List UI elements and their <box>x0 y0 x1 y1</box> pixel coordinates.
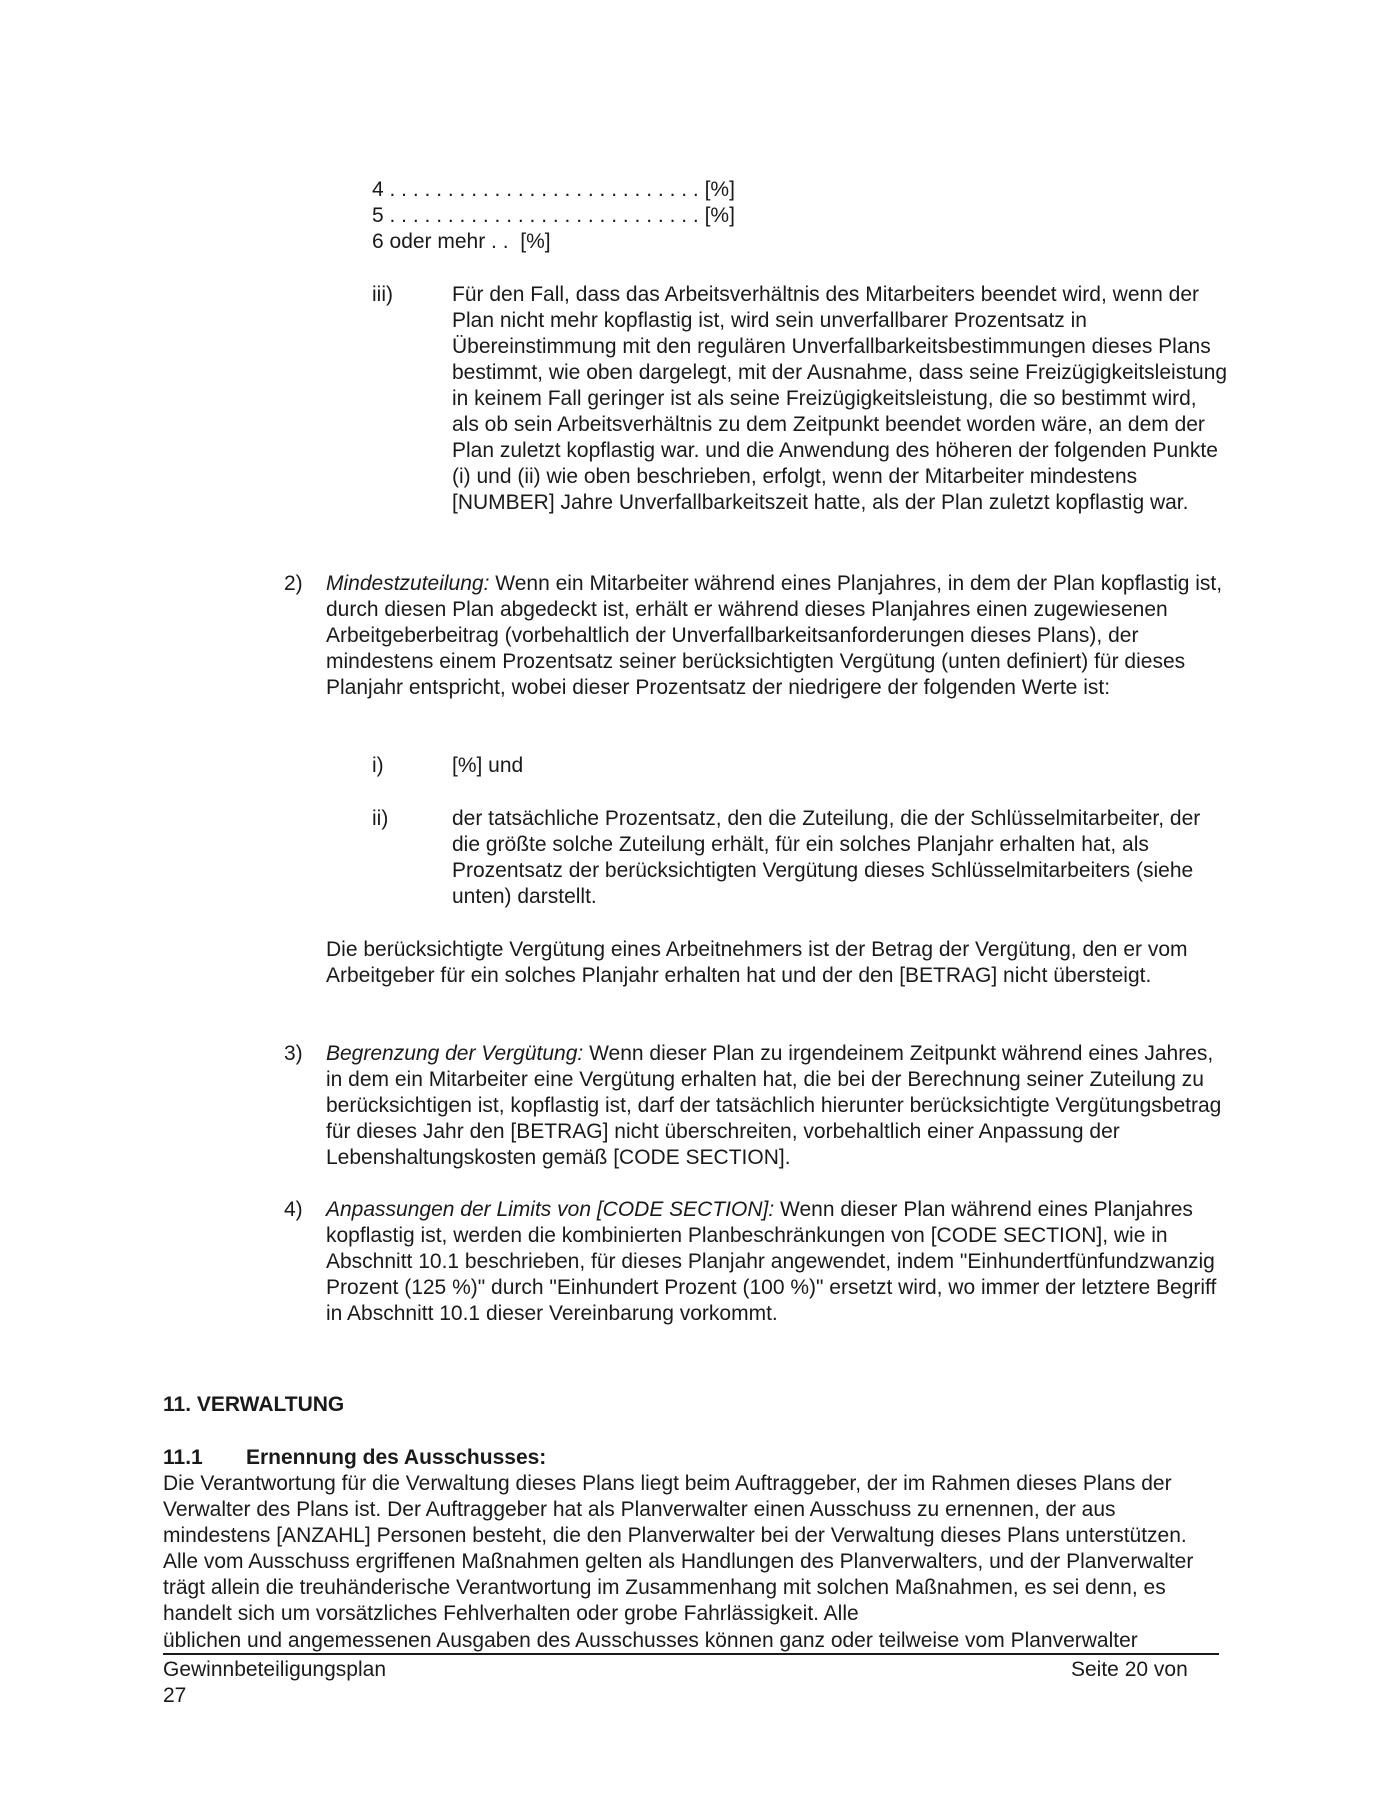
footer-page-total: 27 <box>163 1684 187 1707</box>
subsection-title: Ernennung des Ausschusses: <box>246 1446 547 1469</box>
sub-text-i: [%] und <box>452 754 524 777</box>
item-title-2: Mindestzuteilung: <box>326 572 490 595</box>
section-body: Die Verantwortung für die Verwaltung dieses Plans liegt beim Auftraggeber, der im Rahmen dieses Plans der Verwalter des Plans ist. Der Auftraggeber hat als Planverwalter einen Ausschuss zu ernennen, der aus mindestens [ANZAHL] Personen besteht, die den Planverwalter bei der Verwaltung dieses Plans unterstützen. Alle vom Ausschuss ergriffenen Maßnahmen gelten als Handlungen des Planverwalters, und der Planverwalter trägt allein die treuhänderische Verantwortung im Zusammenhang mit solchen Maßnahmen, es sei denn, es handelt sich um vorsätzliches Fehlverhalten oder grobe Fahrlässigkeit. Alle <box>163 1472 1194 1625</box>
footer-doc-name: Gewinnbeteiligungsplan <box>163 1658 386 1681</box>
item-text-4 <box>326 1197 1226 1327</box>
footer-divider <box>163 1653 1219 1655</box>
sub-marker-ii: ii) <box>372 807 389 830</box>
sub-marker-i: i) <box>372 754 384 777</box>
cut-off-line <box>163 1628 1226 1654</box>
item-title-4: Anpassungen der Limits von [CODE SECTION]: <box>326 1198 775 1221</box>
sub-text-ii: der tatsächliche Prozentsatz, den die Zuteilung, die der Schlüsselmitarbeiter, der die größte solche Zuteilung erhält, für ein solches Planjahr erhalten hat, als Prozentsatz der berücksichtigten Vergütung dieses Schlüsselmitarbeiters (siehe unten) darstellt. <box>452 807 1201 908</box>
item-number-2: 2) <box>284 572 303 595</box>
item-body-2: Wenn ein Mitarbeiter während eines Planjahres, in dem der Plan kopflastig ist, durch diesen Plan abgedeckt ist, erhält er während dieses Planjahres einen zugewiesenen Arbeitgeberbeitrag (vorbehaltlich der Unverfallbarkeitsanforderungen dieses Plans), der mindestens einem Prozentsatz seiner berücksichtigten Vergütung (unten definiert) für dieses Planjahr entspricht, wobei dieser Prozentsatz der niedrigere der folgenden Werte ist: <box>326 572 1223 699</box>
cut-off-text: üblichen und angemessenen Ausgaben des Ausschusses können ganz oder teilweise vom Planverwalter <box>163 1629 1138 1652</box>
footer-page-label: Seite 20 von <box>1071 1658 1188 1681</box>
sub-marker-iii: iii) <box>372 283 393 306</box>
item-text-3 <box>326 1041 1226 1171</box>
section-heading: 11. VERWALTUNG <box>163 1393 345 1416</box>
item-title-3: Begrenzung der Vergütung: <box>326 1042 584 1065</box>
subsection-number: 11.1 <box>163 1446 203 1469</box>
sub-text-iii: Für den Fall, dass das Arbeitsverhältnis des Mitarbeiters beendet wird, wenn der Plan nicht mehr kopflastig ist, wird sein unverfallbarer Prozentsatz in Übereinstimmung mit den regulären Unverfallbarkeitsbestimmungen dieses Plans bestimmt, wie oben dargelegt, mit der Ausnahme, dass seine Freizügigkeitsleistung in keinem Fall geringer ist als seine Freizügigkeitsleistung, die so bestimmt wird, als ob sein Arbeitsverhältnis zu dem Zeitpunkt beendet worden wäre, an dem der Plan zuletzt kopflastig war. und die Anwendung des höheren der folgenden Punkte (i) und (ii) wie oben beschrieben, erfolgt, wenn der Mitarbeiter mindestens [NUMBER] Jahre Unverfallbarkeitszeit hatte, als der Plan zuletzt kopflastig war. <box>452 283 1228 514</box>
compensation-definition: Die berücksichtigte Vergütung eines Arbeitnehmers ist der Betrag der Vergütung, den er vom Arbeitgeber für ein solches Planjahr erhalten hat und der den [BETRAG] nicht übersteigt. <box>326 938 1188 987</box>
item-number-3: 3) <box>284 1042 303 1065</box>
vesting-row-4: 4 . . . . . . . . . . . . . . . . . . . . . . . . . . . [%] <box>372 178 735 201</box>
item-body-3: Wenn dieser Plan zu irgendeinem Zeitpunkt während eines Jahres, in dem ein Mitarbeiter eine Vergütung erhalten hat, die bei der Berechnung seiner Zuteilung zu berücksichtigen ist, kopflastig ist, darf der tatsächlich hierunter berücksichtigte Vergütungsbetrag für dieses Jahr den [BETRAG] nicht überschreiten, vorbehaltlich einer Anpassung der Lebenshaltungskosten gemäß [CODE SECTION]. <box>326 1042 1222 1169</box>
item-text-2 <box>326 571 1226 701</box>
vesting-row-6: 6 oder mehr . . [%] <box>372 230 551 253</box>
item-body-4: Wenn dieser Plan während eines Planjahres kopflastig ist, werden die kombinierten Planbeschränkungen von [CODE SECTION], wie in Abschnitt 10.1 beschrieben, für dieses Planjahr angewendet, indem "Einhundertfünfundzwanzig Prozent (125 %)" durch "Einhundert Prozent (100 %)" ersetzt wird, wo immer der letztere Begriff in Abschnitt 10.1 dieser Vereinbarung vorkommt. <box>326 1198 1217 1325</box>
item-number-4: 4) <box>284 1198 303 1221</box>
vesting-row-5: 5 . . . . . . . . . . . . . . . . . . . . . . . . . . . [%] <box>372 204 735 227</box>
